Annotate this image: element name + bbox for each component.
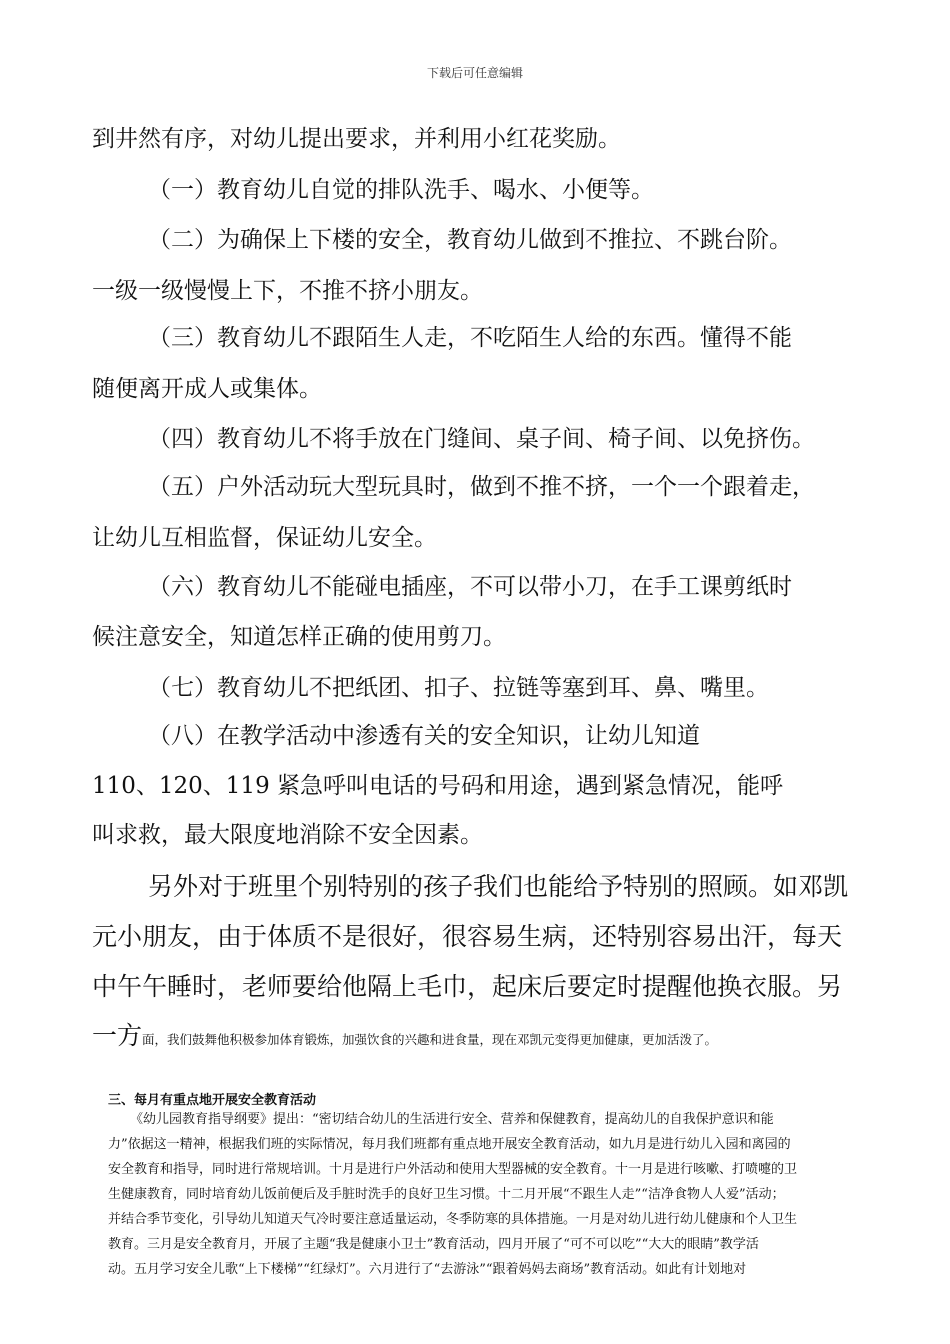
- section-line: 安全教育和指导，同时进行常规培训。十月是进行户外活动和使用大型器械的安全教育。十一月是进行咳嗽、打喷嚏的卫: [108, 1162, 798, 1177]
- section-line: 并结合季节变化，引导幼儿知道天气冷时要注意适量运动，冬季防寒的具体措施。一月是对幼儿进行幼儿健康和个人卫生: [108, 1212, 798, 1227]
- body-line: （六）教育幼儿不能碰电插座，不可以带小刀，在手工课剪纸时: [148, 574, 792, 600]
- body-line: 到井然有序，对幼儿提出要求，并利用小红花奖励。: [92, 126, 621, 152]
- section-heading: 三、每月有重点地开展安全教育活动: [108, 1093, 317, 1108]
- body-line: 让幼儿互相监督，保证幼儿安全。: [92, 525, 437, 551]
- body-line: （四）教育幼儿不将手放在门缝间、桌子间、椅子间、以免挤伤。: [148, 426, 815, 452]
- body-line: 另外对于班里个别特别的孩子我们也能给予特别的照顾。如邓凯: [148, 872, 849, 901]
- body-line: （二）为确保上下楼的安全，教育幼儿做到不推拉、不跳台阶。: [148, 227, 792, 253]
- section-line: 生健康教育，同时培育幼儿饭前便后及手脏时洗手的良好卫生习惯。十二月开展“不跟生人走”“洁净食物人人爱”活动；: [108, 1187, 785, 1202]
- section-line: 教育。三月是安全教育月，开展了主题“我是健康小卫士”教育活动，四月开展了“可不可以吃”“大大的眼睛”教学活: [108, 1237, 759, 1252]
- body-line: （八）在教学活动中渗透有关的安全知识，让幼儿知道: [148, 723, 700, 749]
- section-line: 《幼儿园教育指导纲要》提出：“密切结合幼儿的生活进行安全、营养和保健教育，提高幼儿的自我保护意识和能: [130, 1112, 774, 1127]
- body-line: 元小朋友，由于体质不是很好，很容易生病，还特别容易出汗，每天: [92, 922, 843, 951]
- section-line: 力”依据这一精神，根据我们班的实际情况，每月我们班都有重点地开展安全教育活动，如九月是进行幼儿入园和离园的: [108, 1137, 791, 1152]
- body-text-small: 面，我们鼓舞他积极参加体育锻炼，加强饮食的兴趣和进食量，现在邓凯元变得更加健康，更加活泼了。: [142, 1032, 718, 1047]
- body-text-large: 一方: [92, 1021, 143, 1050]
- body-line: （一）教育幼儿自觉的排队洗手、喝水、小便等。: [148, 177, 654, 203]
- body-line: 110、120、119 紧急呼叫电话的号码和用途，遇到紧急情况，能呼: [92, 773, 784, 799]
- body-line: 随便离开成人或集体。: [92, 376, 322, 402]
- body-line: （七）教育幼儿不把纸团、扣子、拉链等塞到耳、鼻、嘴里。: [148, 675, 769, 701]
- section-line: 动。五月学习安全儿歌“上下楼梯”“红绿灯”。六月进行了“去游泳”“跟着妈妈去商场”教育活动。如此有计划地对: [108, 1262, 747, 1277]
- page-header: 下载后可任意编辑: [426, 66, 523, 80]
- body-line: （五）户外活动玩大型玩具时，做到不推不挤，一个一个跟着走，: [148, 474, 815, 500]
- body-line: 候注意安全，知道怎样正确的使用剪刀。: [92, 624, 506, 650]
- body-line: （三）教育幼儿不跟陌生人走，不吃陌生人给的东西。懂得不能: [148, 325, 792, 351]
- body-line: 叫求救，最大限度地消除不安全因素。: [92, 822, 483, 848]
- body-line: 中午午睡时，老师要给他隔上毛巾，起床后要定时提醒他换衣服。另: [92, 972, 843, 1001]
- body-line: 一级一级慢慢上下，不推不挤小朋友。: [92, 278, 483, 304]
- body-line-mixed: [92, 1021, 717, 1055]
